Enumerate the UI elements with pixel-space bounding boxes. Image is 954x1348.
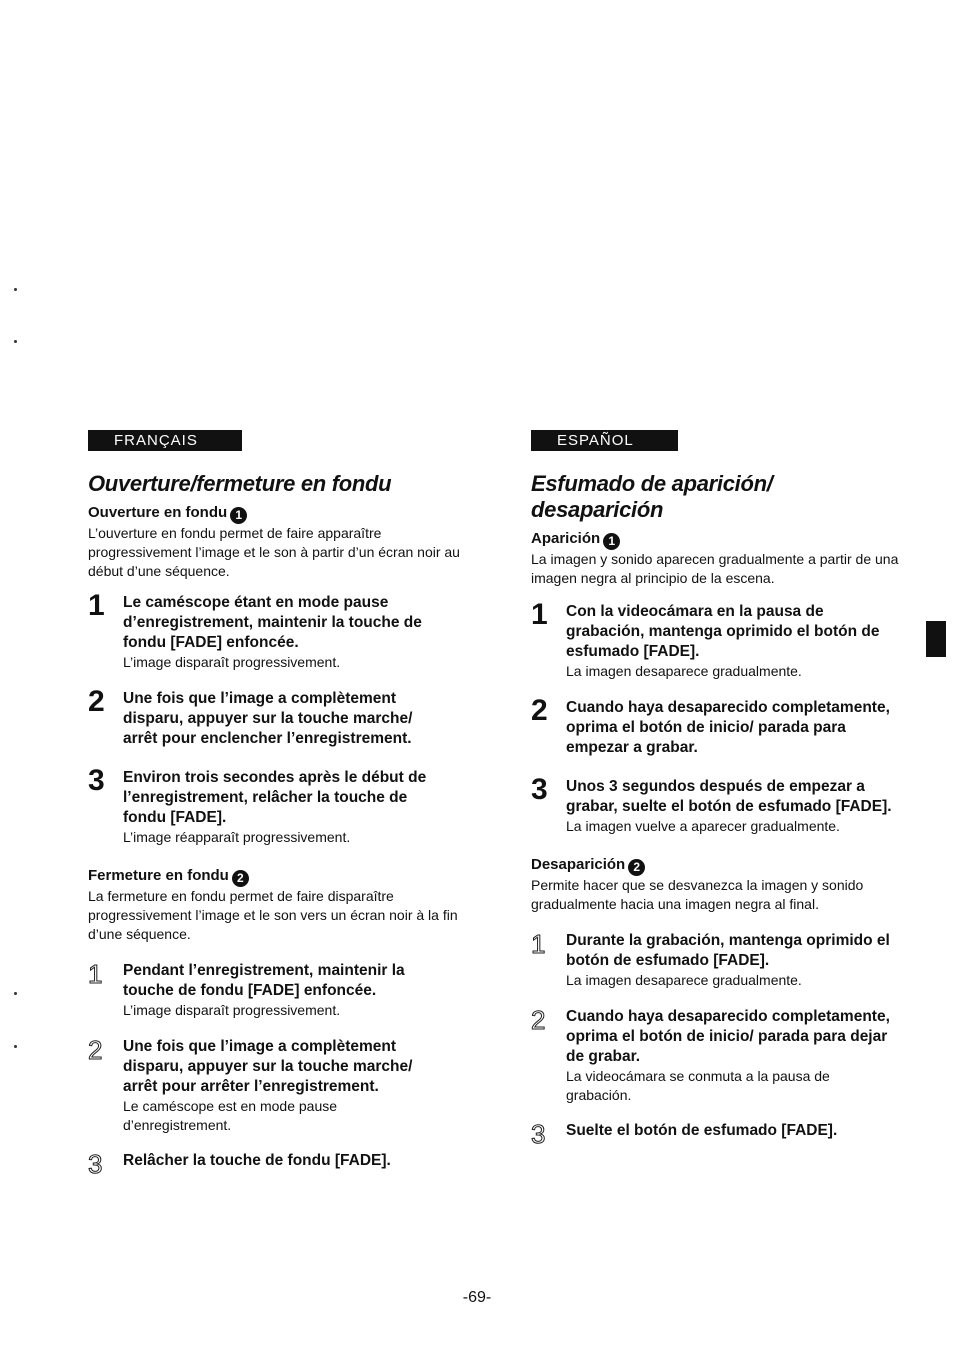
step-number: 2 — [88, 685, 105, 718]
step-number: 1 — [531, 929, 546, 959]
step — [531, 1007, 906, 1105]
language-tab-spanish: ESPAÑOL — [531, 430, 678, 451]
step — [88, 764, 460, 847]
step-text: Unos 3 segundos después de empezar a grabar, suelte el botón de esfumado [FADE]. — [566, 778, 892, 815]
scan-speck — [14, 1045, 17, 1048]
fade-in-heading-text: Ouverture en fondu — [88, 504, 228, 521]
step-note: La videocámara se conmuta a la pausa de grabación. — [566, 1068, 830, 1103]
step-note: L’image disparaît progressivement. — [123, 654, 341, 670]
step-number: 1 — [88, 959, 103, 989]
step-text: Le caméscope étant en mode pause d’enregistrement, maintenir la touche de fondu [FADE] enfoncée. — [123, 594, 422, 651]
french-column — [88, 430, 460, 1179]
section-title-french: Ouverture/fermeture en fondu — [88, 471, 392, 496]
step-text: Durante la grabación, mantenga oprimido el botón de esfumado [FADE]. — [566, 932, 890, 969]
step-number: 3 — [88, 1149, 103, 1179]
step-note: Le caméscope est en mode pause d’enregistrement. — [123, 1098, 338, 1133]
step-text: Cuando haya desaparecido completamente, oprima el botón de inicio/ parada para dejar de grabar. — [566, 1008, 890, 1065]
step-text: Con la videocámara en la pausa de grabación, mantenga oprimido el botón de esfumado [FADE]. — [566, 603, 880, 660]
step-text: Environ trois secondes après le début de l’enregistrement, relâcher la touche de fondu [FADE]. — [123, 769, 427, 826]
fade-out-heading-text: Fermeture en fondu — [88, 867, 229, 884]
step — [88, 1149, 460, 1179]
fade-out-heading-text: Desaparición — [531, 856, 626, 873]
step-number: 3 — [531, 773, 548, 806]
marker-1-icon: 1 — [603, 533, 620, 550]
step-number: 1 — [531, 598, 548, 631]
step-text: Une fois que l’image a complètement disparu, appuyer sur la touche marche/ arrêt pour enclencher l’enregistrement. — [123, 690, 413, 747]
fade-out-heading — [88, 866, 460, 887]
fade-in-description: La imagen y sonido aparecen gradualmente a partir de una imagen negra al principio de la escena. — [531, 551, 899, 586]
language-tab-french: FRANÇAIS — [88, 430, 242, 451]
marker-2-icon: 2 — [628, 859, 645, 876]
step-note: La imagen desaparece gradualmente. — [566, 663, 802, 679]
fade-out-description: La fermeture en fondu permet de faire disparaître progressivement l’image et le son vers un écran noir à la fin d’une séquence. — [88, 888, 458, 942]
fade-out-description: Permite hacer que se desvanezca la imagen y sonido gradualmente hacia una imagen negra al final. — [531, 877, 864, 912]
section-title-spanish: Esfumado de aparición/ desaparición — [531, 471, 773, 522]
fade-in-heading — [88, 503, 460, 524]
step-note: La imagen vuelve a aparecer gradualmente. — [566, 818, 840, 834]
fade-in-description: L’ouverture en fondu permet de faire apparaître progressivement l’image et le son à partir d’un écran noir au début d’une séquence. — [88, 525, 460, 579]
scan-speck — [14, 288, 17, 291]
step-text: Suelte el botón de esfumado [FADE]. — [566, 1122, 838, 1139]
page-number: -69- — [462, 1289, 492, 1306]
step-number: 3 — [531, 1119, 546, 1149]
step — [88, 589, 460, 672]
scan-speck — [14, 340, 17, 343]
step — [531, 773, 906, 836]
step — [88, 685, 460, 749]
step-note: L’image réapparaît progressivement. — [123, 829, 351, 845]
marker-1-icon: 1 — [230, 507, 247, 524]
step-number: 2 — [88, 1035, 103, 1065]
step-number: 2 — [531, 1005, 546, 1035]
step-note: L’image disparaît progressivement. — [123, 1002, 341, 1018]
step-number: 2 — [531, 694, 548, 727]
scan-speck — [14, 992, 17, 995]
step — [88, 961, 460, 1020]
step-text: Une fois que l’image a complètement disparu, appuyer sur la touche marche/ arrêt pour arrêter l’enregistrement. — [123, 1038, 413, 1095]
step — [531, 1119, 906, 1149]
step — [88, 1037, 460, 1135]
fade-in-heading-text: Aparición — [531, 530, 601, 547]
step-text: Pendant l’enregistrement, maintenir la touche de fondu [FADE] enfoncée. — [123, 962, 405, 999]
step-note: La imagen desaparece gradualmente. — [566, 972, 802, 988]
fade-in-heading — [531, 529, 906, 550]
marker-2-icon: 2 — [232, 870, 249, 887]
step — [531, 694, 906, 758]
page-edge-tab — [926, 621, 946, 657]
step-text: Cuando haya desaparecido completamente, oprima el botón de inicio/ parada para empezar a grabar. — [566, 699, 890, 756]
step — [531, 598, 906, 681]
step-number: 3 — [88, 764, 105, 797]
step — [531, 931, 906, 990]
spanish-column — [531, 430, 906, 1149]
step-number: 1 — [88, 589, 105, 622]
fade-out-heading — [531, 855, 906, 876]
step-text: Relâcher la touche de fondu [FADE]. — [123, 1152, 391, 1169]
